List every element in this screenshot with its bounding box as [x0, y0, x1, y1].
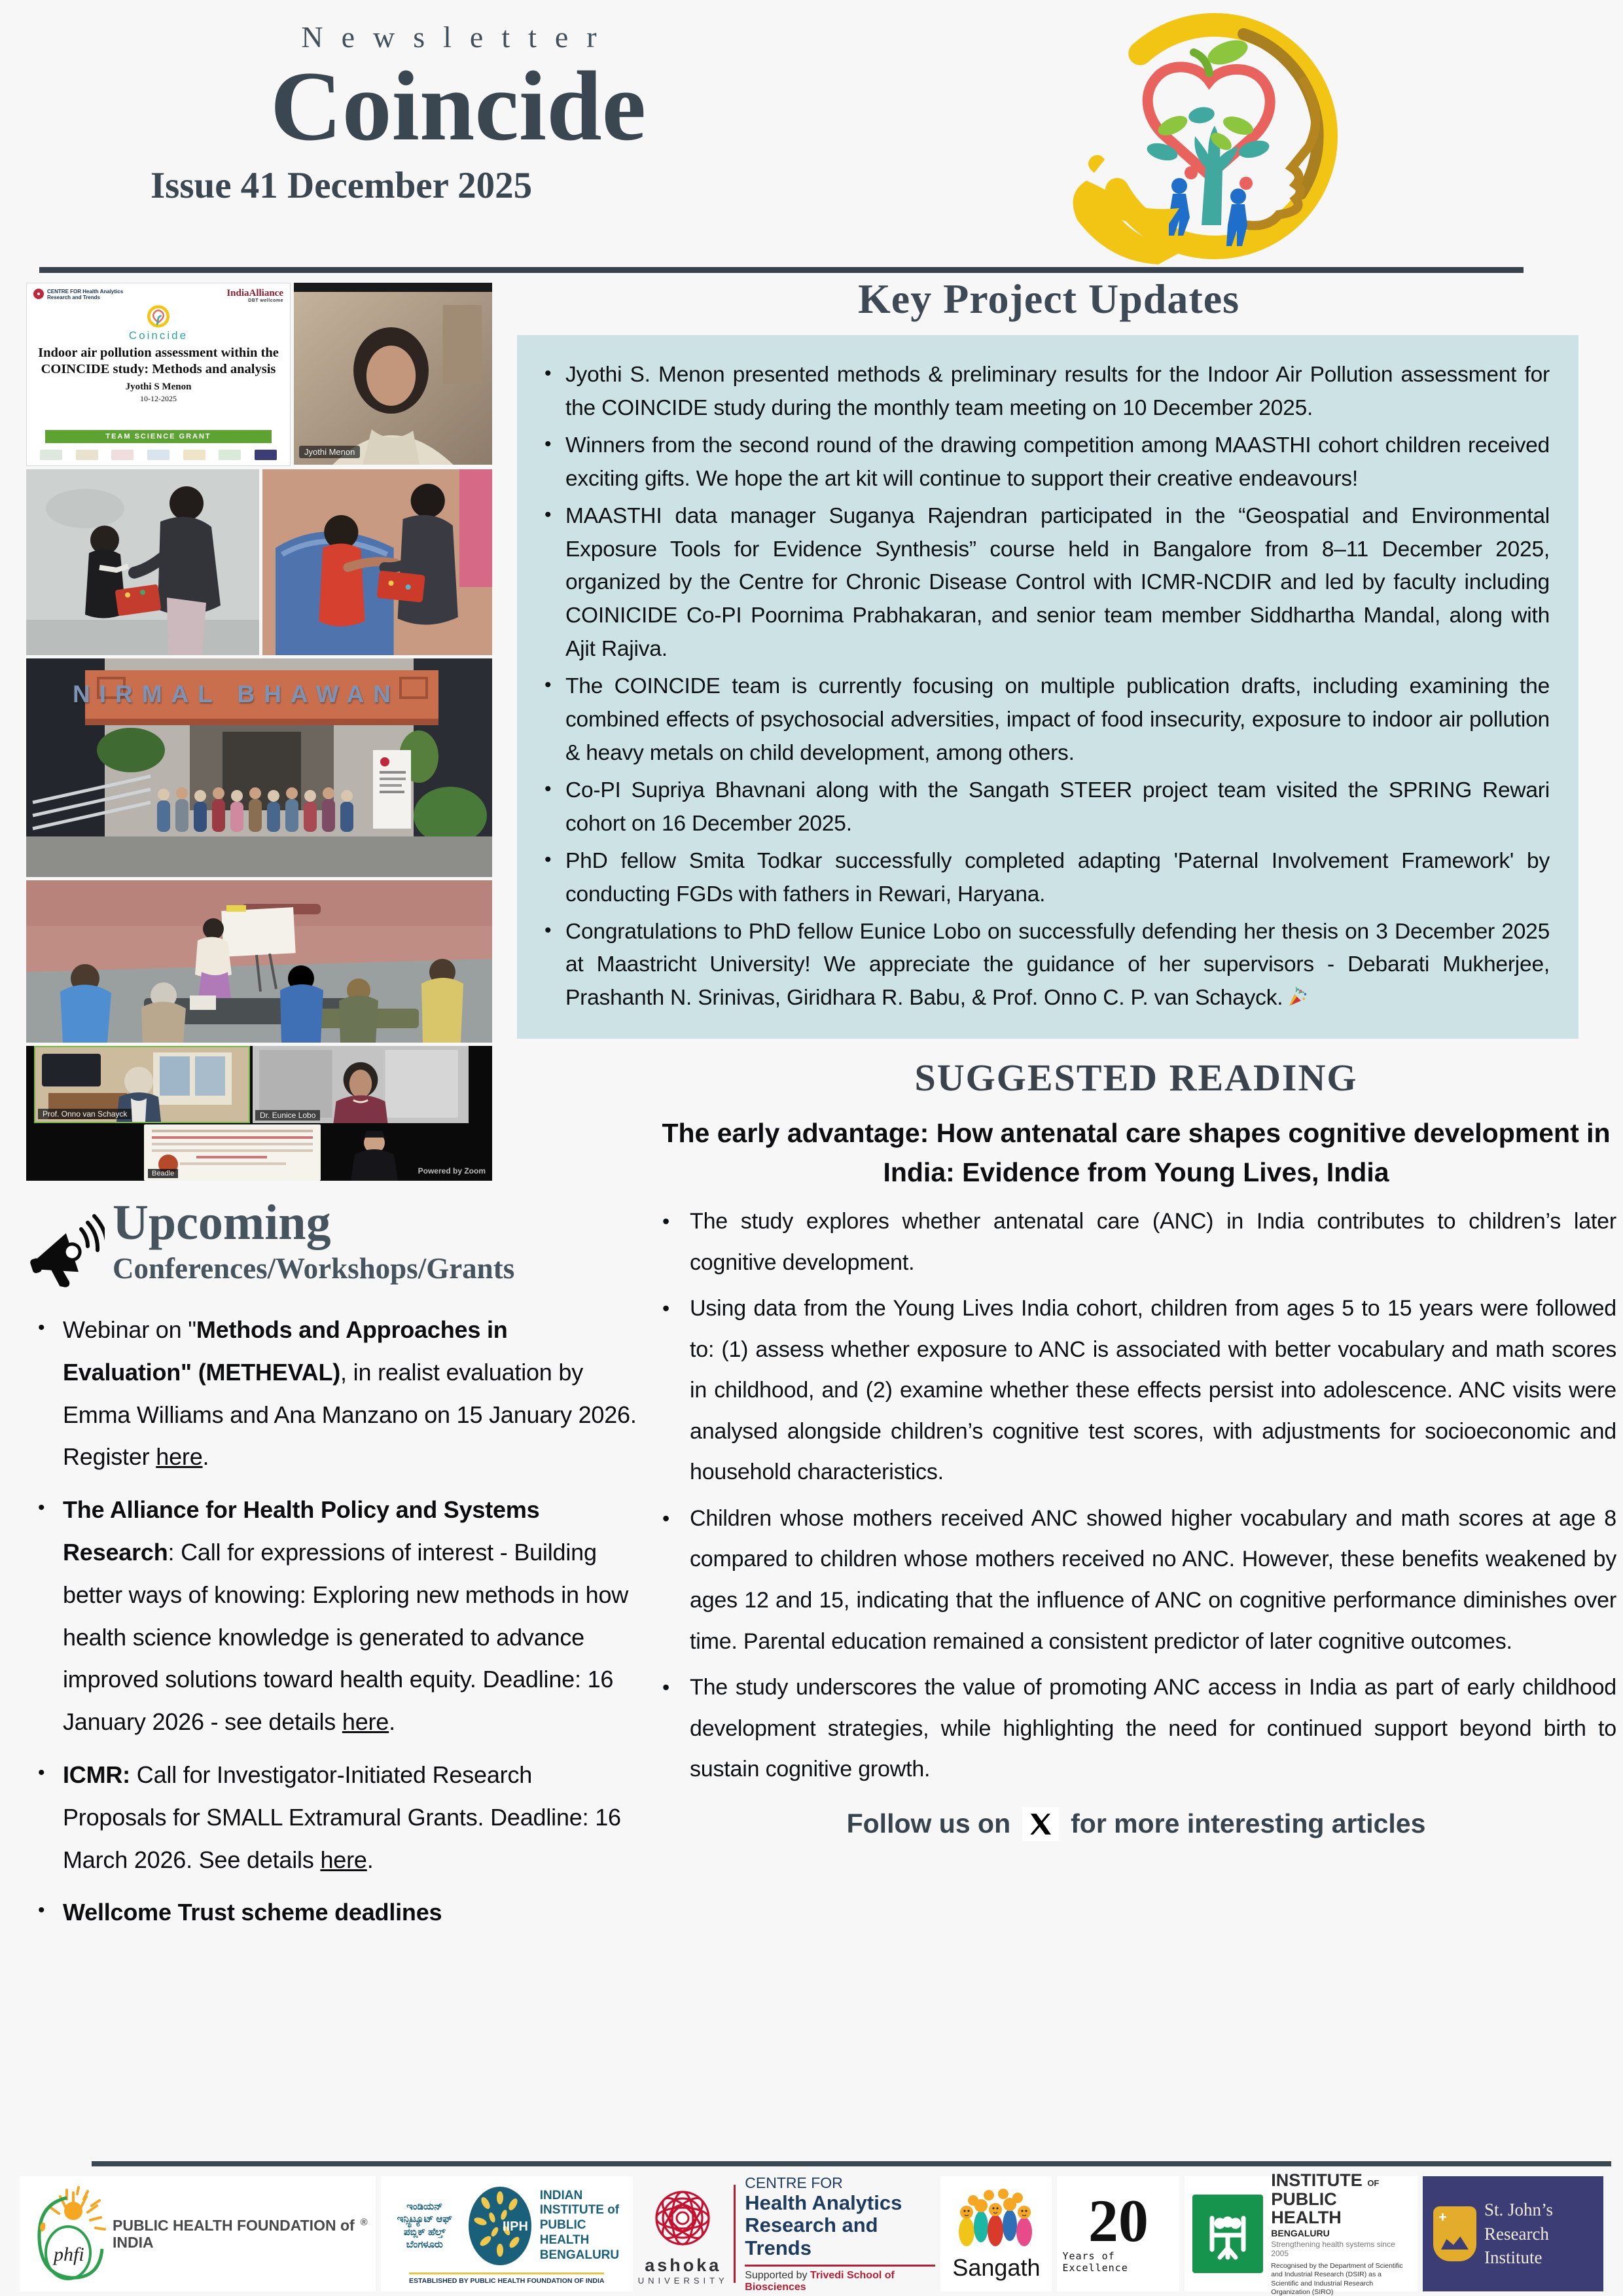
upcoming-subtitle: Conferences/Workshops/Grants [113, 1252, 515, 1285]
follow-suffix: for more interesting articles [1071, 1808, 1426, 1839]
text-segment: : Call for expressions of interest - Building better ways of knowing: Exploring new methods in how health science knowledge is generated to advance improved solutions toward health equity. Deadline: 16 January 2026 - see details [63, 1538, 629, 1736]
slide-title: Indoor air pollution assessment within the COINCIDE study: Methods and analysis [38, 346, 279, 376]
iiph-logo [381, 2176, 633, 2291]
text-segment: . [389, 1708, 395, 1736]
partner-logos-footer [0, 2172, 1623, 2296]
key-updates-title: Key Project Updates [858, 276, 1240, 322]
building-group-photo [26, 658, 492, 877]
list-item: • Using data from the Young Lives India cohort, children from ages 5 to 15 years were followed to: (1) assess whether exposure to ANC is associated with better vocabulary and math scores in childhood, and (2) examine whether these effects persist into adolescence. ANC visits were analysed alongside children’s cognitive test scores, with adjustments for socioeconomic and household characteristics. [656, 1288, 1616, 1493]
slide-brand: Coincide [128, 329, 188, 342]
chart-logo [734, 2174, 936, 2293]
list-item: • Winners from the second round of the drawing competition among MAASTHI cohort children received exciting gifts. We hope the art kit will continue to support their creative endeavours! [537, 429, 1550, 496]
chart-mini-logo: CENTRE FOR Health Analytics Research and Trends [33, 289, 132, 300]
iph-recognition: Recognised by the Department of Scientific and Industrial Research (DSIR) as a Scientific and Industrial Research Organization (SIRO) [1271, 2262, 1403, 2296]
iph-logo [1185, 2170, 1418, 2296]
fgd-session-photo [26, 880, 492, 1043]
gift-giving-photo-1 [26, 469, 259, 655]
link-here[interactable]: here [342, 1708, 389, 1736]
coincide-mini-emblem-icon [143, 304, 173, 331]
phfi-logo [20, 2176, 376, 2291]
follow-line [656, 1807, 1616, 1841]
text-segment: ICMR: [63, 1761, 130, 1788]
upcoming-title: Upcoming [113, 1195, 331, 1250]
india-alliance-logo: IndiaAlliance DBT wellcome [226, 288, 283, 303]
sangath-mark-icon [947, 2186, 1045, 2258]
sangath-logo [940, 2176, 1052, 2291]
iiph-english-name: INDIAN INSTITUTE of PUBLIC HEALTH BENGALURU [539, 2188, 620, 2262]
text-segment: . [366, 1846, 374, 1873]
iiph-kannada-name: ಇಂಡಿಯನ್ ಇನ್ಸ್ಟಿಟ್ಯೂಟ್ ಆಫ್ ಪಬ್ಲಿಕ್ ಹೆಲ್ತ್ ಬೆಂಗಳೂರು [397, 2200, 452, 2250]
ashoka-mark-icon [649, 2182, 717, 2254]
text-segment: (METHEVAL) [198, 1358, 341, 1386]
ashoka-name: ashoka [645, 2255, 722, 2275]
party-popper-icon [1287, 986, 1309, 1008]
ashoka-logo [638, 2182, 728, 2286]
twenty-years-sub: Years of Excellence [1062, 2250, 1128, 2274]
chart-line3: Research and Trends [745, 2214, 878, 2259]
phfi-reg-mark: ® [360, 2216, 368, 2228]
webcam-photo [294, 283, 492, 465]
iph-mark-icon [1192, 2195, 1263, 2273]
gift-giving-photo-2 [262, 469, 492, 655]
webcam-name-label: Jyothi Menon [299, 446, 360, 458]
twenty-years-logo [1057, 2176, 1179, 2291]
coincide-logo-icon [1047, 5, 1368, 270]
phfi-name: ® PUBLIC HEALTH FOUNDATION of INDIA [113, 2216, 368, 2251]
slide-banner: TEAM SCIENCE GRANT [45, 430, 272, 443]
link-here[interactable]: here [320, 1846, 367, 1873]
list-item: • Congratulations to PhD fellow Eunice Lobo on successfully defending her thesis on 3 December 2025 at Maastricht University! We appreciate the guidance of her supervisors - Debarati Mukherjee, Prashanth N. Srinivas, Giridhara R. Babu, & Prof. Onno C. P. van Schayck. [537, 916, 1550, 1016]
link-here[interactable]: here [156, 1443, 203, 1471]
footer-divider [92, 2161, 1611, 2166]
text-segment: . [202, 1443, 209, 1471]
key-updates-box [517, 335, 1578, 1039]
list-item: • Jyothi S. Menon presented methods & preliminary results for the Indoor Air Pollution assessment for the COINCIDE study during the monthly team meeting on 10 December 2025. [537, 359, 1550, 425]
powered-by-zoom-label: Powered by Zoom [418, 1166, 486, 1175]
zoom-right-name-label: Dr. Eunice Lobo [255, 1110, 320, 1121]
sangath-name: Sangath [952, 2254, 1041, 2281]
list-item: • Children whose mothers received ANC showed higher vocabulary and math scores at age 8 compared to children whose mothers received no ANC. However, these benefits weakened by ages 12 and 15, indicating that the influence of ANC on cognitive performance diminishes over time. Parental education remained a consistent predictor of later cognitive outcomes. [656, 1498, 1616, 1662]
certificate-label: Beadle [148, 1169, 178, 1178]
article-title: The early advantage: How antenatal care shapes cognitive development in India: Evidence from Young Lives, India [662, 1118, 1611, 1187]
stjohns-shield-icon [1433, 2206, 1476, 2261]
twenty-years-number: 20 [1088, 2187, 1149, 2254]
text-segment: , in realist evaluation by Emma Williams and Ana Manzano on 15 January 2026. Register [63, 1358, 637, 1471]
list-item: • The COINCIDE team is currently focusing on multiple publication drafts, including examining the combined effects of psychosocial adversities, impact of food insecurity, exposure to indoor air pollution & heavy metals on child development, among others. [537, 670, 1550, 770]
thesis-defense-zoom-photo [26, 1046, 492, 1181]
header-divider [39, 267, 1524, 273]
stjohns-logo [1423, 2176, 1603, 2291]
iph-city: BENGALURU [1271, 2228, 1330, 2239]
text-segment: Webinar on " [63, 1316, 196, 1343]
webinar-slide-photo [26, 283, 291, 466]
text-segment: Methods and Approaches in Evaluation" [63, 1316, 508, 1386]
iiph-tagline: ESTABLISHED BY PUBLIC HEALTH FOUNDATION OF INDIA [409, 2272, 604, 2285]
chart-line1: CENTRE FOR [745, 2174, 843, 2192]
slide-date: 10-12-2025 [140, 394, 177, 404]
chart-line2: Health Analytics [745, 2191, 902, 2215]
follow-prefix: Follow us on [846, 1808, 1011, 1839]
ashoka-sub: UNIVERSITY [637, 2276, 728, 2286]
text-segment: The Alliance for Health Policy and Systems Research [63, 1496, 540, 1566]
beadle-person [335, 1128, 414, 1181]
svg-text:phfi: phfi [54, 2244, 84, 2265]
page-title: Coincide [270, 51, 647, 161]
slide-presenter: Jyothi S Menon [125, 382, 192, 393]
key-updates-list [537, 359, 1550, 1015]
list-item: • PhD fellow Smita Todkar successfully completed adapting 'Paternal Involvement Framework' by conducting FGDs with fathers in Rewari, Haryana. [537, 845, 1550, 912]
x-twitter-icon[interactable] [1022, 1807, 1059, 1841]
text-segment: Call for Investigator-Initiated Research Proposals for SMALL Extramural Grants. Deadline: 16 March 2026. See details [63, 1761, 621, 1873]
zoom-tile-right [253, 1046, 469, 1123]
list-item: • The study explores whether antenatal care (ANC) in India contributes to children’s later cognitive development. [656, 1201, 1616, 1283]
photo-collage [26, 283, 492, 1181]
chart-supported-by: Supported by Trivedi School of Biosciences [745, 2265, 935, 2293]
right-column [517, 275, 1616, 1841]
iph-tagline: Strengthening health systems since 2005 [1271, 2240, 1395, 2259]
text-segment [192, 1359, 198, 1386]
zoom-tile-left [34, 1046, 250, 1123]
suggested-reading-title: SUGGESTED READING [914, 1056, 1358, 1100]
list-item: • Co-PI Supriya Bhavnani along with the Sangath STEER project team visited the SPRING Rewari cohort on 16 December 2025. [537, 774, 1550, 841]
megaphone-icon [26, 1207, 105, 1292]
phfi-mark-icon [27, 2185, 106, 2283]
stjohns-name: St. John’s Research Institute [1484, 2200, 1554, 2268]
svg-text:IIPH: IIPH [502, 2219, 528, 2234]
suggested-reading-section [656, 1056, 1616, 1841]
newsletter-kicker: Newsletter [301, 20, 615, 54]
zoom-left-name-label: Prof. Onno van Schayck [38, 1109, 132, 1119]
issue-label: Issue 41 December 2025 [151, 164, 533, 206]
masthead [137, 20, 779, 207]
list-item [26, 1892, 639, 1934]
slide-partner-logos [40, 450, 277, 460]
list-item: • The study underscores the value of promoting ANC access in India as part of early childhood development strategies, while highlighting the need for continued support beyond birth to sustain cognitive growth. [656, 1667, 1616, 1790]
list-item: • MAASTHI data manager Suganya Rajendran participated in the “Geospatial and Environmental Exposure Tools for Evidence Synthesis” course held in Bangalore from 8–11 December 2025, organized by the Centre for Chronic Disease Control with ICMR-NCDIR and led by faculty including COINICIDE Co-PI Poornima Prabhakaran, and senior team member Siddhartha Mandal, along with Ajit Rajiva. [537, 500, 1550, 667]
reading-list [656, 1201, 1616, 1790]
building-sign: NIRMAL BHAWAN [73, 681, 400, 708]
chart-divider [734, 2185, 736, 2283]
iiph-mark-icon [466, 2183, 535, 2269]
iph-name: INSTITUTE OF PUBLIC HEALTH [1271, 2170, 1380, 2227]
text-segment: Wellcome Trust scheme deadlines [63, 1899, 442, 1926]
